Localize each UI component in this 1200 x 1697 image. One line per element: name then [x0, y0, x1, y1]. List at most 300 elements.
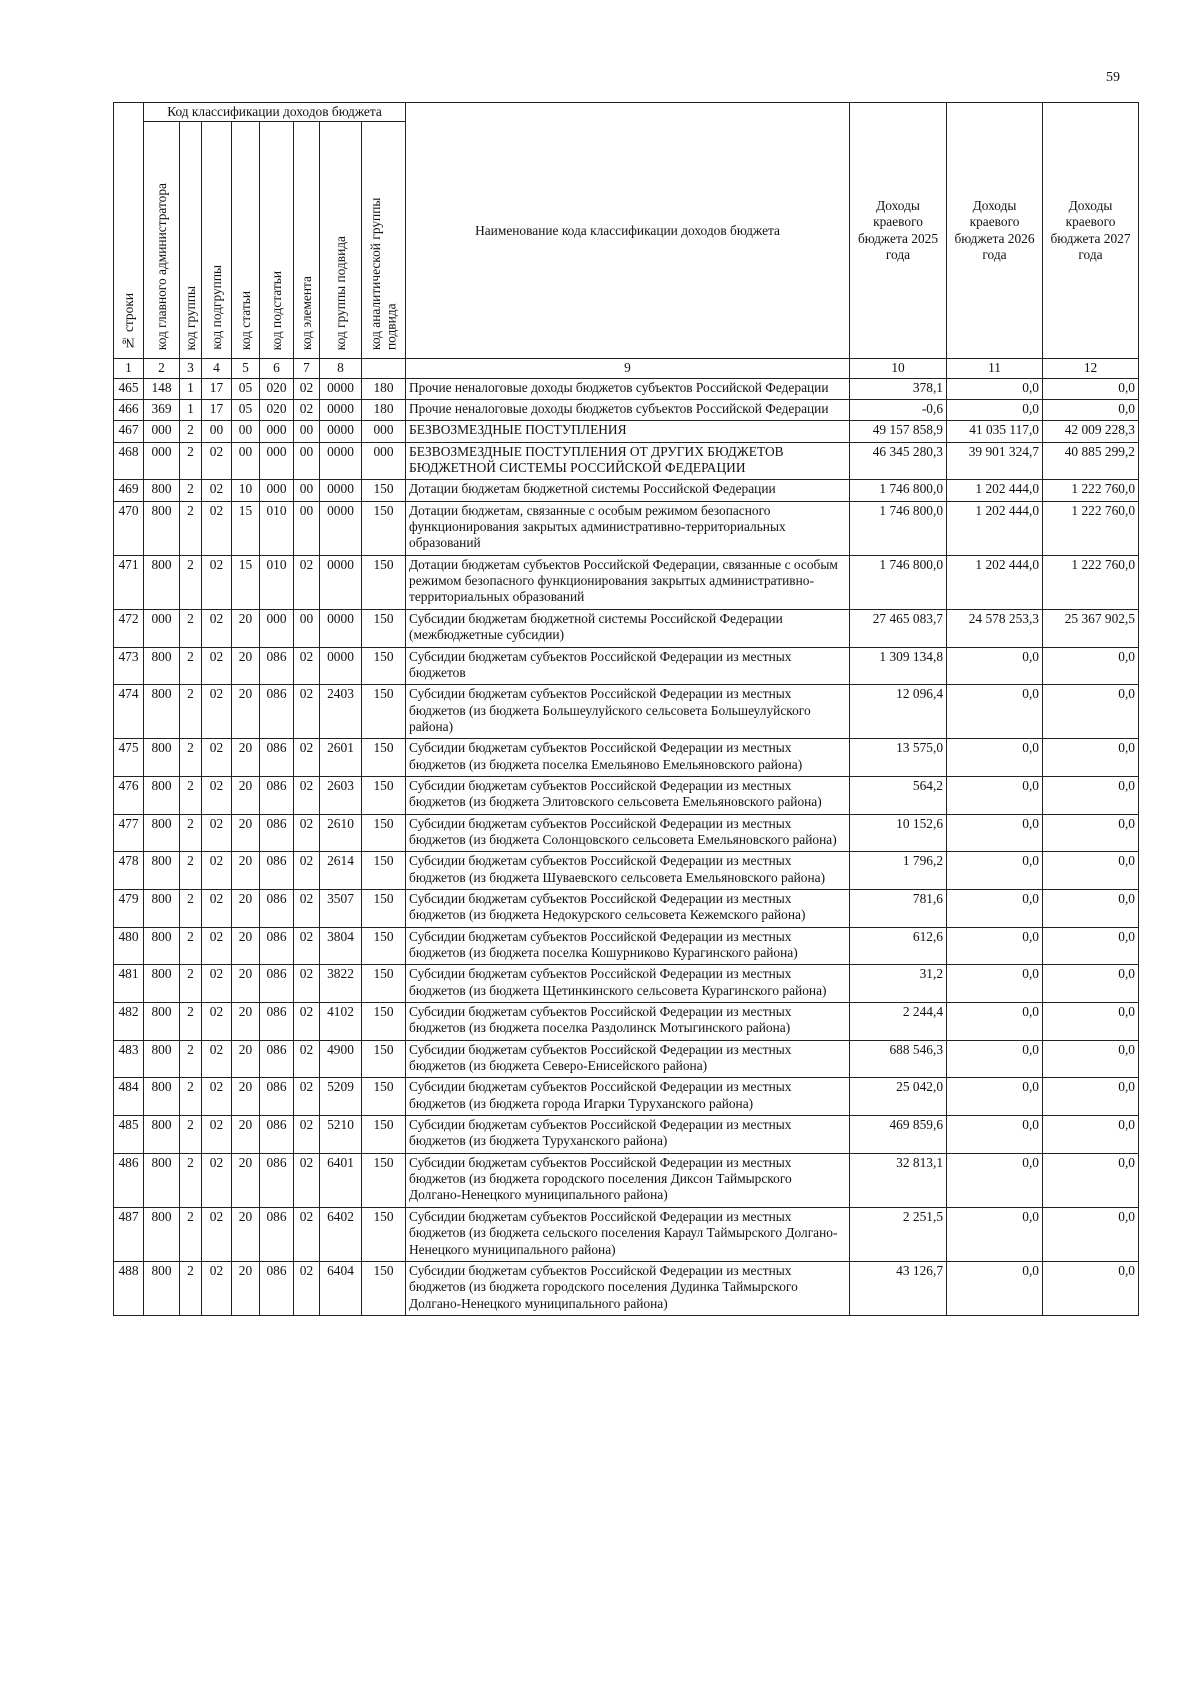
revenue-table [113, 102, 1139, 1316]
code-subtype-group: 4900 [320, 1040, 362, 1078]
amount-2026: 0,0 [947, 685, 1043, 739]
code-subarticle: 086 [260, 889, 294, 927]
amount-2025: 564,2 [850, 776, 947, 814]
amount-2027: 0,0 [1043, 1207, 1139, 1261]
amount-2025: 13 575,0 [850, 739, 947, 777]
code-subarticle: 086 [260, 685, 294, 739]
amount-2027: 25 367 902,5 [1043, 609, 1139, 647]
table-row [114, 421, 1139, 442]
amount-2026: 0,0 [947, 1153, 1043, 1207]
code-subtype-group: 3804 [320, 927, 362, 965]
code-subtype-group: 0000 [320, 421, 362, 442]
code-article: 20 [232, 889, 260, 927]
column-index [362, 359, 406, 378]
code-admin: 000 [144, 609, 180, 647]
code-article: 20 [232, 852, 260, 890]
code-element: 02 [294, 685, 320, 739]
code-group: 2 [180, 421, 202, 442]
code-element: 02 [294, 1116, 320, 1154]
amount-2027: 0,0 [1043, 776, 1139, 814]
row-number: 488 [114, 1261, 144, 1315]
code-subgroup: 02 [202, 555, 232, 609]
income-name: Дотации бюджетам субъектов Российской Федерации, связанные с особым режимом безопасного функционирования закрытых административно-территориальных образований [406, 555, 850, 609]
code-article: 20 [232, 739, 260, 777]
code-element: 00 [294, 442, 320, 480]
income-name: Прочие неналоговые доходы бюджетов субъектов Российской Федерации [406, 400, 850, 421]
income-name: Субсидии бюджетам бюджетной системы Российской Федерации (межбюджетные субсидии) [406, 609, 850, 647]
table-row [114, 442, 1139, 480]
code-admin: 800 [144, 889, 180, 927]
code-article: 05 [232, 400, 260, 421]
code-admin: 369 [144, 400, 180, 421]
code-group: 2 [180, 647, 202, 685]
code-element: 02 [294, 555, 320, 609]
code-subtype-group: 2601 [320, 739, 362, 777]
code-group: 2 [180, 852, 202, 890]
code-article: 10 [232, 480, 260, 501]
amount-2027: 1 222 760,0 [1043, 555, 1139, 609]
code-subtype-group: 4102 [320, 1003, 362, 1041]
amount-2026: 0,0 [947, 1003, 1043, 1041]
amount-2026: 0,0 [947, 1261, 1043, 1315]
code-analytic-group: 150 [362, 776, 406, 814]
code-element: 02 [294, 852, 320, 890]
code-admin: 800 [144, 480, 180, 501]
table-row [114, 647, 1139, 685]
amount-2027: 0,0 [1043, 1078, 1139, 1116]
code-subgroup: 02 [202, 685, 232, 739]
code-article: 20 [232, 685, 260, 739]
code-subgroup: 00 [202, 421, 232, 442]
income-name: Субсидии бюджетам субъектов Российской Федерации из местных бюджетов (из бюджета Туруханского района) [406, 1116, 850, 1154]
code-group: 2 [180, 501, 202, 555]
amount-2026: 0,0 [947, 776, 1043, 814]
code-article: 00 [232, 421, 260, 442]
code-group: 2 [180, 814, 202, 852]
table-row [114, 480, 1139, 501]
row-number: 476 [114, 776, 144, 814]
table-row [114, 1040, 1139, 1078]
code-analytic-group: 150 [362, 1040, 406, 1078]
code-subgroup: 02 [202, 480, 232, 501]
code-admin: 800 [144, 1078, 180, 1116]
code-subtype-group: 5209 [320, 1078, 362, 1116]
row-number: 471 [114, 555, 144, 609]
table-row [114, 927, 1139, 965]
amount-2026: 1 202 444,0 [947, 480, 1043, 501]
column-index: 1 [114, 359, 144, 378]
code-subarticle: 086 [260, 1003, 294, 1041]
amount-2026: 0,0 [947, 965, 1043, 1003]
code-group: 2 [180, 480, 202, 501]
code-group: 2 [180, 1078, 202, 1116]
code-admin: 800 [144, 776, 180, 814]
code-group: 2 [180, 1261, 202, 1315]
column-index: 2 [144, 359, 180, 378]
amount-2026: 0,0 [947, 1078, 1043, 1116]
amount-2026: 0,0 [947, 378, 1043, 399]
row-number: 470 [114, 501, 144, 555]
code-article: 20 [232, 965, 260, 1003]
income-name: Субсидии бюджетам субъектов Российской Федерации из местных бюджетов (из бюджета города Игарки Туруханского района) [406, 1078, 850, 1116]
table-row [114, 1116, 1139, 1154]
code-admin: 800 [144, 1116, 180, 1154]
code-subgroup: 02 [202, 852, 232, 890]
header-code-element: код элемента [294, 122, 320, 359]
amount-2025: 32 813,1 [850, 1153, 947, 1207]
code-article: 20 [232, 1003, 260, 1041]
code-subarticle: 086 [260, 814, 294, 852]
code-subgroup: 02 [202, 442, 232, 480]
amount-2026: 0,0 [947, 1040, 1043, 1078]
row-number: 479 [114, 889, 144, 927]
amount-2025: 31,2 [850, 965, 947, 1003]
code-analytic-group: 150 [362, 1003, 406, 1041]
code-admin: 800 [144, 965, 180, 1003]
income-name: Субсидии бюджетам субъектов Российской Федерации из местных бюджетов (из бюджета Большеулуйского сельсовета Большеулуйского района) [406, 685, 850, 739]
code-element: 02 [294, 647, 320, 685]
code-admin: 800 [144, 685, 180, 739]
table-row [114, 378, 1139, 399]
table-row [114, 1207, 1139, 1261]
header-amount-2025: Доходы краевого бюджета 2025 года [850, 103, 947, 359]
row-number: 467 [114, 421, 144, 442]
code-article: 15 [232, 501, 260, 555]
code-article: 20 [232, 814, 260, 852]
code-element: 02 [294, 739, 320, 777]
code-analytic-group: 150 [362, 1153, 406, 1207]
code-subtype-group: 0000 [320, 609, 362, 647]
income-name: Субсидии бюджетам субъектов Российской Федерации из местных бюджетов (из бюджета Щетинкинского сельсовета Курагинского района) [406, 965, 850, 1003]
amount-2027: 0,0 [1043, 1040, 1139, 1078]
code-admin: 148 [144, 378, 180, 399]
code-element: 02 [294, 1040, 320, 1078]
amount-2026: 0,0 [947, 1116, 1043, 1154]
code-analytic-group: 150 [362, 889, 406, 927]
code-group: 2 [180, 889, 202, 927]
code-element: 02 [294, 889, 320, 927]
code-admin: 800 [144, 739, 180, 777]
code-subtype-group: 2614 [320, 852, 362, 890]
code-article: 20 [232, 1040, 260, 1078]
code-element: 02 [294, 1078, 320, 1116]
code-analytic-group: 150 [362, 647, 406, 685]
code-subtype-group: 2603 [320, 776, 362, 814]
code-subtype-group: 0000 [320, 555, 362, 609]
amount-2026: 0,0 [947, 400, 1043, 421]
code-subarticle: 086 [260, 852, 294, 890]
row-number: 485 [114, 1116, 144, 1154]
column-index: 12 [1043, 359, 1139, 378]
amount-2025: 25 042,0 [850, 1078, 947, 1116]
table-body [114, 378, 1139, 1315]
table-row [114, 965, 1139, 1003]
code-subarticle: 086 [260, 1207, 294, 1261]
code-subtype-group: 0000 [320, 501, 362, 555]
code-subgroup: 02 [202, 1040, 232, 1078]
amount-2025: 1 746 800,0 [850, 555, 947, 609]
amount-2026: 39 901 324,7 [947, 442, 1043, 480]
header-name: Наименование кода классификации доходов бюджета [406, 103, 850, 359]
code-subarticle: 086 [260, 927, 294, 965]
code-subtype-group: 2403 [320, 685, 362, 739]
code-element: 00 [294, 609, 320, 647]
row-number: 481 [114, 965, 144, 1003]
amount-2027: 0,0 [1043, 647, 1139, 685]
income-name: БЕЗВОЗМЕЗДНЫЕ ПОСТУПЛЕНИЯ [406, 421, 850, 442]
code-analytic-group: 000 [362, 421, 406, 442]
code-element: 02 [294, 378, 320, 399]
column-index: 11 [947, 359, 1043, 378]
code-subarticle: 086 [260, 1040, 294, 1078]
amount-2026: 24 578 253,3 [947, 609, 1043, 647]
code-group: 2 [180, 1003, 202, 1041]
code-article: 15 [232, 555, 260, 609]
code-analytic-group: 150 [362, 609, 406, 647]
amount-2025: 1 746 800,0 [850, 501, 947, 555]
code-article: 20 [232, 609, 260, 647]
amount-2025: 1 746 800,0 [850, 480, 947, 501]
code-element: 02 [294, 400, 320, 421]
code-subarticle: 010 [260, 501, 294, 555]
code-article: 20 [232, 1153, 260, 1207]
code-subtype-group: 0000 [320, 400, 362, 421]
code-admin: 800 [144, 501, 180, 555]
row-number: 466 [114, 400, 144, 421]
amount-2025: 27 465 083,7 [850, 609, 947, 647]
income-name: Субсидии бюджетам субъектов Российской Федерации из местных бюджетов (из бюджета сельского поселения Караул Таймырского Долгано-Ненецкого муниципального района) [406, 1207, 850, 1261]
header-row-no: № строки [114, 103, 144, 359]
header-amount-2027: Доходы краевого бюджета 2027 года [1043, 103, 1139, 359]
row-number: 468 [114, 442, 144, 480]
code-group: 2 [180, 1116, 202, 1154]
row-number: 474 [114, 685, 144, 739]
code-group: 2 [180, 776, 202, 814]
table-row [114, 400, 1139, 421]
table-row [114, 739, 1139, 777]
code-subgroup: 02 [202, 927, 232, 965]
amount-2025: 2 244,4 [850, 1003, 947, 1041]
code-subgroup: 02 [202, 776, 232, 814]
code-analytic-group: 150 [362, 1116, 406, 1154]
code-analytic-group: 150 [362, 1207, 406, 1261]
code-subarticle: 086 [260, 1153, 294, 1207]
header-code-analytic-group: код аналитической группы подвида [362, 122, 406, 359]
amount-2026: 0,0 [947, 889, 1043, 927]
amount-2025: 378,1 [850, 378, 947, 399]
code-admin: 000 [144, 442, 180, 480]
amount-2025: 469 859,6 [850, 1116, 947, 1154]
column-index: 6 [260, 359, 294, 378]
row-number: 469 [114, 480, 144, 501]
amount-2026: 41 035 117,0 [947, 421, 1043, 442]
row-number: 465 [114, 378, 144, 399]
amount-2027: 0,0 [1043, 739, 1139, 777]
code-subtype-group: 0000 [320, 442, 362, 480]
code-subarticle: 020 [260, 400, 294, 421]
code-analytic-group: 150 [362, 685, 406, 739]
code-analytic-group: 150 [362, 501, 406, 555]
code-subgroup: 02 [202, 1207, 232, 1261]
code-analytic-group: 150 [362, 1078, 406, 1116]
income-name: Субсидии бюджетам субъектов Российской Федерации из местных бюджетов (из бюджета Солонцовского сельсовета Емельяновского района) [406, 814, 850, 852]
amount-2027: 1 222 760,0 [1043, 480, 1139, 501]
code-article: 20 [232, 1261, 260, 1315]
amount-2025: 2 251,5 [850, 1207, 947, 1261]
code-subtype-group: 3822 [320, 965, 362, 1003]
table-row [114, 501, 1139, 555]
amount-2027: 0,0 [1043, 852, 1139, 890]
code-article: 20 [232, 1116, 260, 1154]
income-name: Субсидии бюджетам субъектов Российской Федерации из местных бюджетов (из бюджета поселка Кошурниково Курагинского района) [406, 927, 850, 965]
table-row [114, 1003, 1139, 1041]
code-article: 00 [232, 442, 260, 480]
code-admin: 800 [144, 814, 180, 852]
code-element: 00 [294, 480, 320, 501]
code-subtype-group: 6404 [320, 1261, 362, 1315]
amount-2025: 10 152,6 [850, 814, 947, 852]
code-subgroup: 17 [202, 400, 232, 421]
table-header [114, 103, 1139, 379]
amount-2025: 781,6 [850, 889, 947, 927]
table-row [114, 852, 1139, 890]
code-subgroup: 02 [202, 647, 232, 685]
header-code-group: Код классификации доходов бюджета [144, 103, 406, 122]
amount-2026: 1 202 444,0 [947, 501, 1043, 555]
amount-2027: 0,0 [1043, 1003, 1139, 1041]
code-subarticle: 086 [260, 1078, 294, 1116]
amount-2027: 0,0 [1043, 965, 1139, 1003]
amount-2025: 49 157 858,9 [850, 421, 947, 442]
header-code-article: код статьи [232, 122, 260, 359]
amount-2025: -0,6 [850, 400, 947, 421]
code-analytic-group: 150 [362, 1261, 406, 1315]
income-name: Прочие неналоговые доходы бюджетов субъектов Российской Федерации [406, 378, 850, 399]
amount-2027: 0,0 [1043, 400, 1139, 421]
code-subgroup: 02 [202, 814, 232, 852]
code-article: 20 [232, 776, 260, 814]
code-subarticle: 086 [260, 965, 294, 1003]
code-group: 2 [180, 1153, 202, 1207]
code-admin: 800 [144, 647, 180, 685]
amount-2027: 0,0 [1043, 814, 1139, 852]
code-subarticle: 086 [260, 776, 294, 814]
income-name: Субсидии бюджетам субъектов Российской Федерации из местных бюджетов (из бюджета городского поселения Диксон Таймырского Долгано-Ненецкого муниципального района) [406, 1153, 850, 1207]
code-article: 20 [232, 1078, 260, 1116]
code-analytic-group: 150 [362, 480, 406, 501]
code-admin: 000 [144, 421, 180, 442]
header-code-admin: код главного администратора [144, 122, 180, 359]
code-subarticle: 000 [260, 421, 294, 442]
income-name: БЕЗВОЗМЕЗДНЫЕ ПОСТУПЛЕНИЯ ОТ ДРУГИХ БЮДЖЕТОВ БЮДЖЕТНОЙ СИСТЕМЫ РОССИЙСКОЙ ФЕДЕРАЦИИ [406, 442, 850, 480]
amount-2025: 46 345 280,3 [850, 442, 947, 480]
code-admin: 800 [144, 852, 180, 890]
code-article: 20 [232, 1207, 260, 1261]
income-name: Субсидии бюджетам субъектов Российской Федерации из местных бюджетов (из бюджета Шуваевского сельсовета Емельяновского района) [406, 852, 850, 890]
column-index-row [114, 359, 1139, 378]
header-amount-2026: Доходы краевого бюджета 2026 года [947, 103, 1043, 359]
code-element: 00 [294, 421, 320, 442]
code-subtype-group: 0000 [320, 480, 362, 501]
code-article: 05 [232, 378, 260, 399]
income-name: Дотации бюджетам, связанные с особым режимом безопасного функционирования закрытых административно-территориальных образований [406, 501, 850, 555]
table-row [114, 1261, 1139, 1315]
column-index: 9 [406, 359, 850, 378]
amount-2027: 0,0 [1043, 378, 1139, 399]
code-subgroup: 02 [202, 1153, 232, 1207]
table-row [114, 814, 1139, 852]
row-number: 478 [114, 852, 144, 890]
code-subgroup: 02 [202, 609, 232, 647]
income-name: Субсидии бюджетам субъектов Российской Федерации из местных бюджетов (из бюджета Элитовского сельсовета Емельяновского района) [406, 776, 850, 814]
header-code-subgroup: код подгруппы [202, 122, 232, 359]
amount-2025: 1 796,2 [850, 852, 947, 890]
income-name: Субсидии бюджетам субъектов Российской Федерации из местных бюджетов (из бюджета городского поселения Дудинка Таймырского Долгано-Ненецкого муниципального района) [406, 1261, 850, 1315]
code-admin: 800 [144, 555, 180, 609]
amount-2027: 0,0 [1043, 927, 1139, 965]
code-subtype-group: 2610 [320, 814, 362, 852]
code-element: 02 [294, 1207, 320, 1261]
table-row [114, 776, 1139, 814]
table-row [114, 685, 1139, 739]
code-subgroup: 17 [202, 378, 232, 399]
income-name: Субсидии бюджетам субъектов Российской Федерации из местных бюджетов (из бюджета Северо-Енисейского района) [406, 1040, 850, 1078]
code-subtype-group: 6402 [320, 1207, 362, 1261]
income-name: Субсидии бюджетам субъектов Российской Федерации из местных бюджетов (из бюджета поселка Раздолинск Мотыгинского района) [406, 1003, 850, 1041]
column-index: 4 [202, 359, 232, 378]
code-analytic-group: 150 [362, 927, 406, 965]
header-code-subtype-group: код группы подвида [320, 122, 362, 359]
row-number: 477 [114, 814, 144, 852]
amount-2026: 0,0 [947, 739, 1043, 777]
code-subgroup: 02 [202, 965, 232, 1003]
amount-2026: 1 202 444,0 [947, 555, 1043, 609]
code-element: 00 [294, 501, 320, 555]
code-group: 2 [180, 1040, 202, 1078]
code-group: 2 [180, 442, 202, 480]
amount-2027: 40 885 299,2 [1043, 442, 1139, 480]
code-subtype-group: 0000 [320, 647, 362, 685]
code-subgroup: 02 [202, 1116, 232, 1154]
code-subtype-group: 5210 [320, 1116, 362, 1154]
amount-2025: 688 546,3 [850, 1040, 947, 1078]
code-subarticle: 020 [260, 378, 294, 399]
row-number: 487 [114, 1207, 144, 1261]
code-subgroup: 02 [202, 1261, 232, 1315]
table-row [114, 1078, 1139, 1116]
amount-2026: 0,0 [947, 647, 1043, 685]
code-article: 20 [232, 927, 260, 965]
code-analytic-group: 150 [362, 555, 406, 609]
code-subgroup: 02 [202, 889, 232, 927]
code-analytic-group: 000 [362, 442, 406, 480]
amount-2027: 0,0 [1043, 889, 1139, 927]
column-index: 5 [232, 359, 260, 378]
code-analytic-group: 150 [362, 965, 406, 1003]
code-admin: 800 [144, 1261, 180, 1315]
amount-2027: 0,0 [1043, 685, 1139, 739]
table-row [114, 555, 1139, 609]
column-index: 8 [320, 359, 362, 378]
code-element: 02 [294, 927, 320, 965]
income-name: Субсидии бюджетам субъектов Российской Федерации из местных бюджетов (из бюджета Недокурского сельсовета Кежемского района) [406, 889, 850, 927]
header-code-group-col: код группы [180, 122, 202, 359]
code-article: 20 [232, 647, 260, 685]
code-analytic-group: 180 [362, 378, 406, 399]
row-number: 486 [114, 1153, 144, 1207]
column-index: 10 [850, 359, 947, 378]
income-name: Субсидии бюджетам субъектов Российской Федерации из местных бюджетов [406, 647, 850, 685]
